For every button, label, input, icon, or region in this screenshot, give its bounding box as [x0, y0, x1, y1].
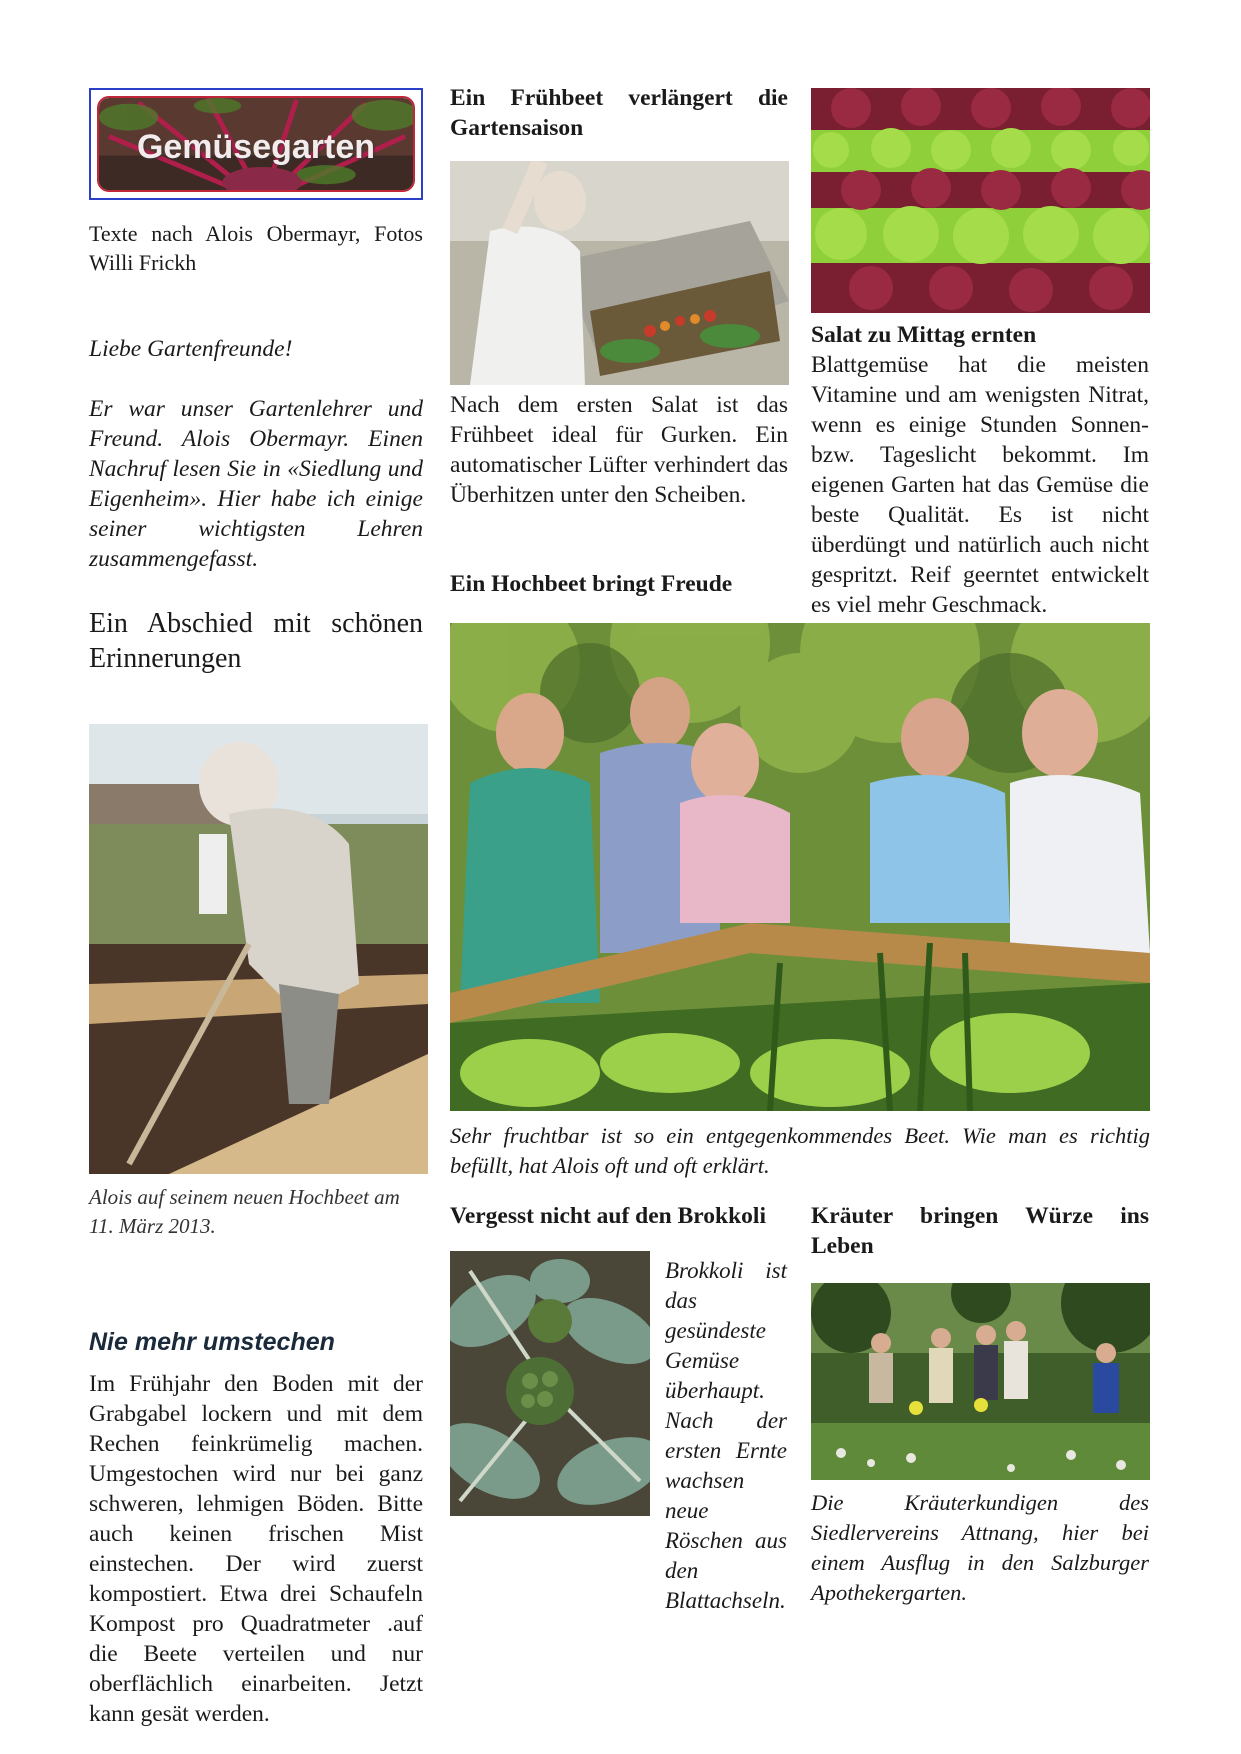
umstechen-text: Im Frühjahr den Boden mit der Grabgabel lockern und mit dem Rechen feinkrümelig machen. Umgestochen wird nur bei ganz schweren, lehmigen Böden. Bitte auch keinen frischen Mist einstechen. Der wird zuerst kompostiert. Etwa drei Schaufeln Kompost pro Quadratmeter .auf die Beete verteilen und nur oberflächlich einarbeiten. Jetzt kann gesät werden.: [89, 1371, 423, 1727]
photo-alois-caption: Alois auf seinem neuen Hochbeet am 11. März 2013.: [89, 1185, 400, 1238]
banner-photo: [97, 96, 415, 192]
fruehbeet-heading: Ein Frühbeet verlängert die Gartensaison: [450, 85, 788, 141]
photo-hochbeet-gruppe: [450, 623, 1150, 1111]
intro-greeting: Liebe Gartenfreunde!: [89, 336, 293, 362]
credits: Texte nach Alois Obermayr, Fotos Willi Frickh: [89, 221, 423, 275]
banner: [89, 88, 423, 200]
banner-title: Gemüsegarten: [136, 128, 376, 166]
salat-heading: Salat zu Mittag ernten: [811, 322, 1037, 348]
photo-salat: [811, 88, 1150, 313]
photo-kraeuter: [811, 1283, 1150, 1480]
farewell-heading: Ein Abschied mit schönen Erinnerungen: [89, 608, 423, 674]
hochbeet-heading: Ein Hochbeet bringt Freude: [450, 571, 733, 597]
umstechen-heading: Nie mehr umstechen: [89, 1328, 335, 1356]
brokkoli-heading: Vergesst nicht auf den Brokkoli: [450, 1203, 766, 1229]
fruehbeet-text: Nach dem ersten Salat ist das Frühbeet ideal für Gurken. Ein automatischer Lüfter verhindert das Überhitzen unter den Scheiben.: [450, 392, 788, 508]
intro-text: Er war unser Gartenlehrer und Freund. Alois Obermayr. Einen Nachruf lesen Sie in «Siedlung und Eigenheim». Hier habe ich einige seiner wichtigsten Lehren zusammengefasst.: [89, 396, 423, 572]
kraeuter-heading: Kräuter bringen Würze ins Leben: [811, 1203, 1149, 1259]
photo-alois-hochbeet: [89, 724, 428, 1174]
photo-fruehbeet: [450, 161, 789, 385]
brokkoli-text: Brokkoli ist das gesündeste Gemüse überhaupt. Nach der ersten Ernte wachsen neue Röschen aus den Blattachseln.: [665, 1258, 787, 1613]
photo-brokkoli: [450, 1251, 650, 1516]
salat-text: Blattgemüse hat die meisten Vitamine und am wenigsten Nitrat, wenn es einige Stunden Sonnen- bzw. Tageslicht bekommt. Im eigenen Garten hat das Gemüse die beste Qualität. Es ist nicht überdüngt und natürlich auch nicht gespritzt. Reif geerntet entwickelt es viel mehr Geschmack.: [811, 352, 1149, 618]
kraeuter-caption: Die Kräuterkundigen des Siedlervereins Attnang, hier bei einem Ausflug in den Salzburger Apothekergarten.: [811, 1490, 1149, 1605]
hochbeet-caption: Sehr fruchtbar ist so ein entgegenkommendes Beet. Wie man es richtig befüllt, hat Alois oft und oft erklärt.: [450, 1123, 1150, 1178]
